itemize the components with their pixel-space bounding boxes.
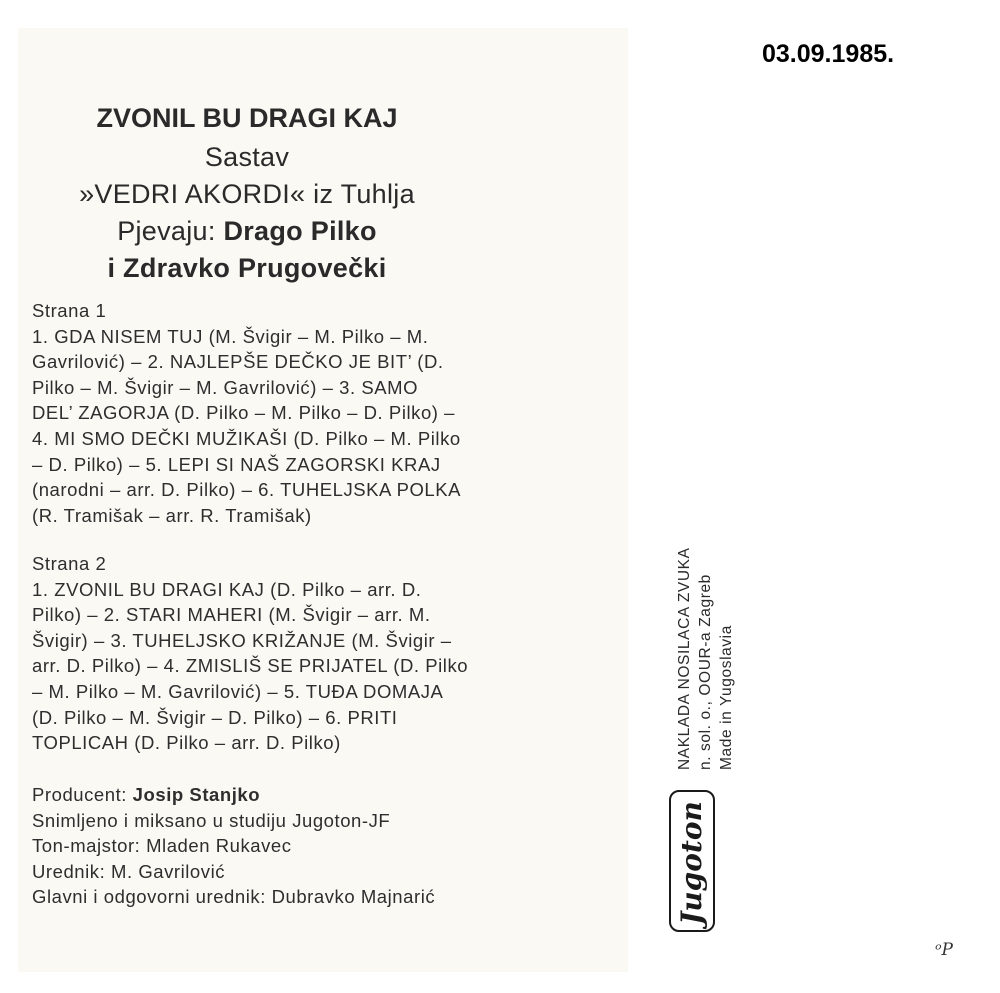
jugoton-logo (669, 790, 715, 932)
side-1-line: (narodni – arr. D. Pilko) – 6. TUHELJSKA POLKA (32, 479, 462, 501)
producer-line (32, 782, 612, 808)
band-label: Sastav (204, 142, 290, 172)
band-name: »VEDRI AKORDI« iz Tuhlja (79, 179, 415, 209)
side-2-line: TOPLICAH (D. Pilko – arr. D. Pilko) (32, 732, 341, 754)
side-2-line: – M. Pilko – M. Gavrilović) – 5. TUĐA DOMAJA (32, 680, 444, 702)
credits (32, 782, 612, 910)
side-2-heading: Strana 2 (32, 553, 107, 574)
side-1-line: DEL’ ZAGORJA (D. Pilko – M. Pilko – D. Pilko) – (32, 402, 456, 424)
chief-editor-line: Glavni i odgovorni urednik: Dubravko Majnarić (32, 886, 436, 908)
side-1-line: – D. Pilko) – 5. LEPI SI NAŠ ZAGORSKI KRAJ (32, 453, 441, 475)
singer-2: i Zdravko Prugovečki (107, 253, 387, 283)
date-stamp: 03.09.1985. (762, 40, 895, 68)
publisher-line-3: Made in Yugoslavia (718, 625, 735, 770)
publisher-info (674, 547, 737, 770)
side-2-line: (D. Pilko – M. Švigir – D. Pilko) – 6. PRITI (32, 706, 398, 728)
side-2-tracklist (32, 551, 612, 756)
producer-label: Producent: (32, 784, 133, 805)
publisher-line-1: NAKLADA NOSILACA ZVUKA (676, 547, 693, 770)
singer-1: Drago Pilko (223, 216, 377, 246)
side-2-line: Švigir) – 3. TUHELJSKO KRIŽANJE (M. Švigir – (32, 629, 452, 651)
recorded-line: Snimljeno i miksano u studiju Jugoton-JF (32, 809, 391, 831)
corner-mark: ᵒP (935, 940, 953, 960)
side-1-line: Gavrilović) – 2. NAJLEPŠE DEČKO JE BIT’ (D. (32, 351, 444, 373)
side-1-line: 4. MI SMO DEČKI MUŽIKAŠI (D. Pilko – M. Pilko (32, 427, 461, 449)
producer-name: Josip Stanjko (132, 784, 261, 805)
side-1-tracklist (32, 298, 612, 528)
side-1-heading: Strana 1 (32, 300, 107, 321)
album-title: ZVONIL BU DRAGI KAJ (96, 103, 398, 133)
singers-line (0, 213, 494, 250)
side-1-line: Pilko – M. Švigir – M. Gavrilović) – 3. SAMO (32, 376, 419, 398)
side-2-line: Pilko) – 2. STARI MAHERI (M. Švigir – arr. M. (32, 604, 431, 626)
jugoton-logo-text: Jugoton (675, 801, 708, 925)
side-1-line: 1. GDA NISEM TUJ (M. Švigir – M. Pilko – M. (32, 325, 429, 347)
side-2-line: 1. ZVONIL BU DRAGI KAJ (D. Pilko – arr. D. (32, 578, 422, 600)
editor-line: Urednik: M. Gavrilović (32, 860, 226, 882)
engineer-line: Ton-majstor: Mladen Rukavec (32, 835, 292, 857)
side-1-line: (R. Tramišak – arr. R. Tramišak) (32, 504, 312, 526)
side-2-line: arr. D. Pilko) – 4. ZMISLIŠ SE PRIJATEL (D. Pilko (32, 655, 469, 677)
singers-prefix: Pjevaju: (117, 216, 224, 246)
publisher-line-2: n. sol. o., OOUR-a Zagreb (697, 574, 714, 770)
